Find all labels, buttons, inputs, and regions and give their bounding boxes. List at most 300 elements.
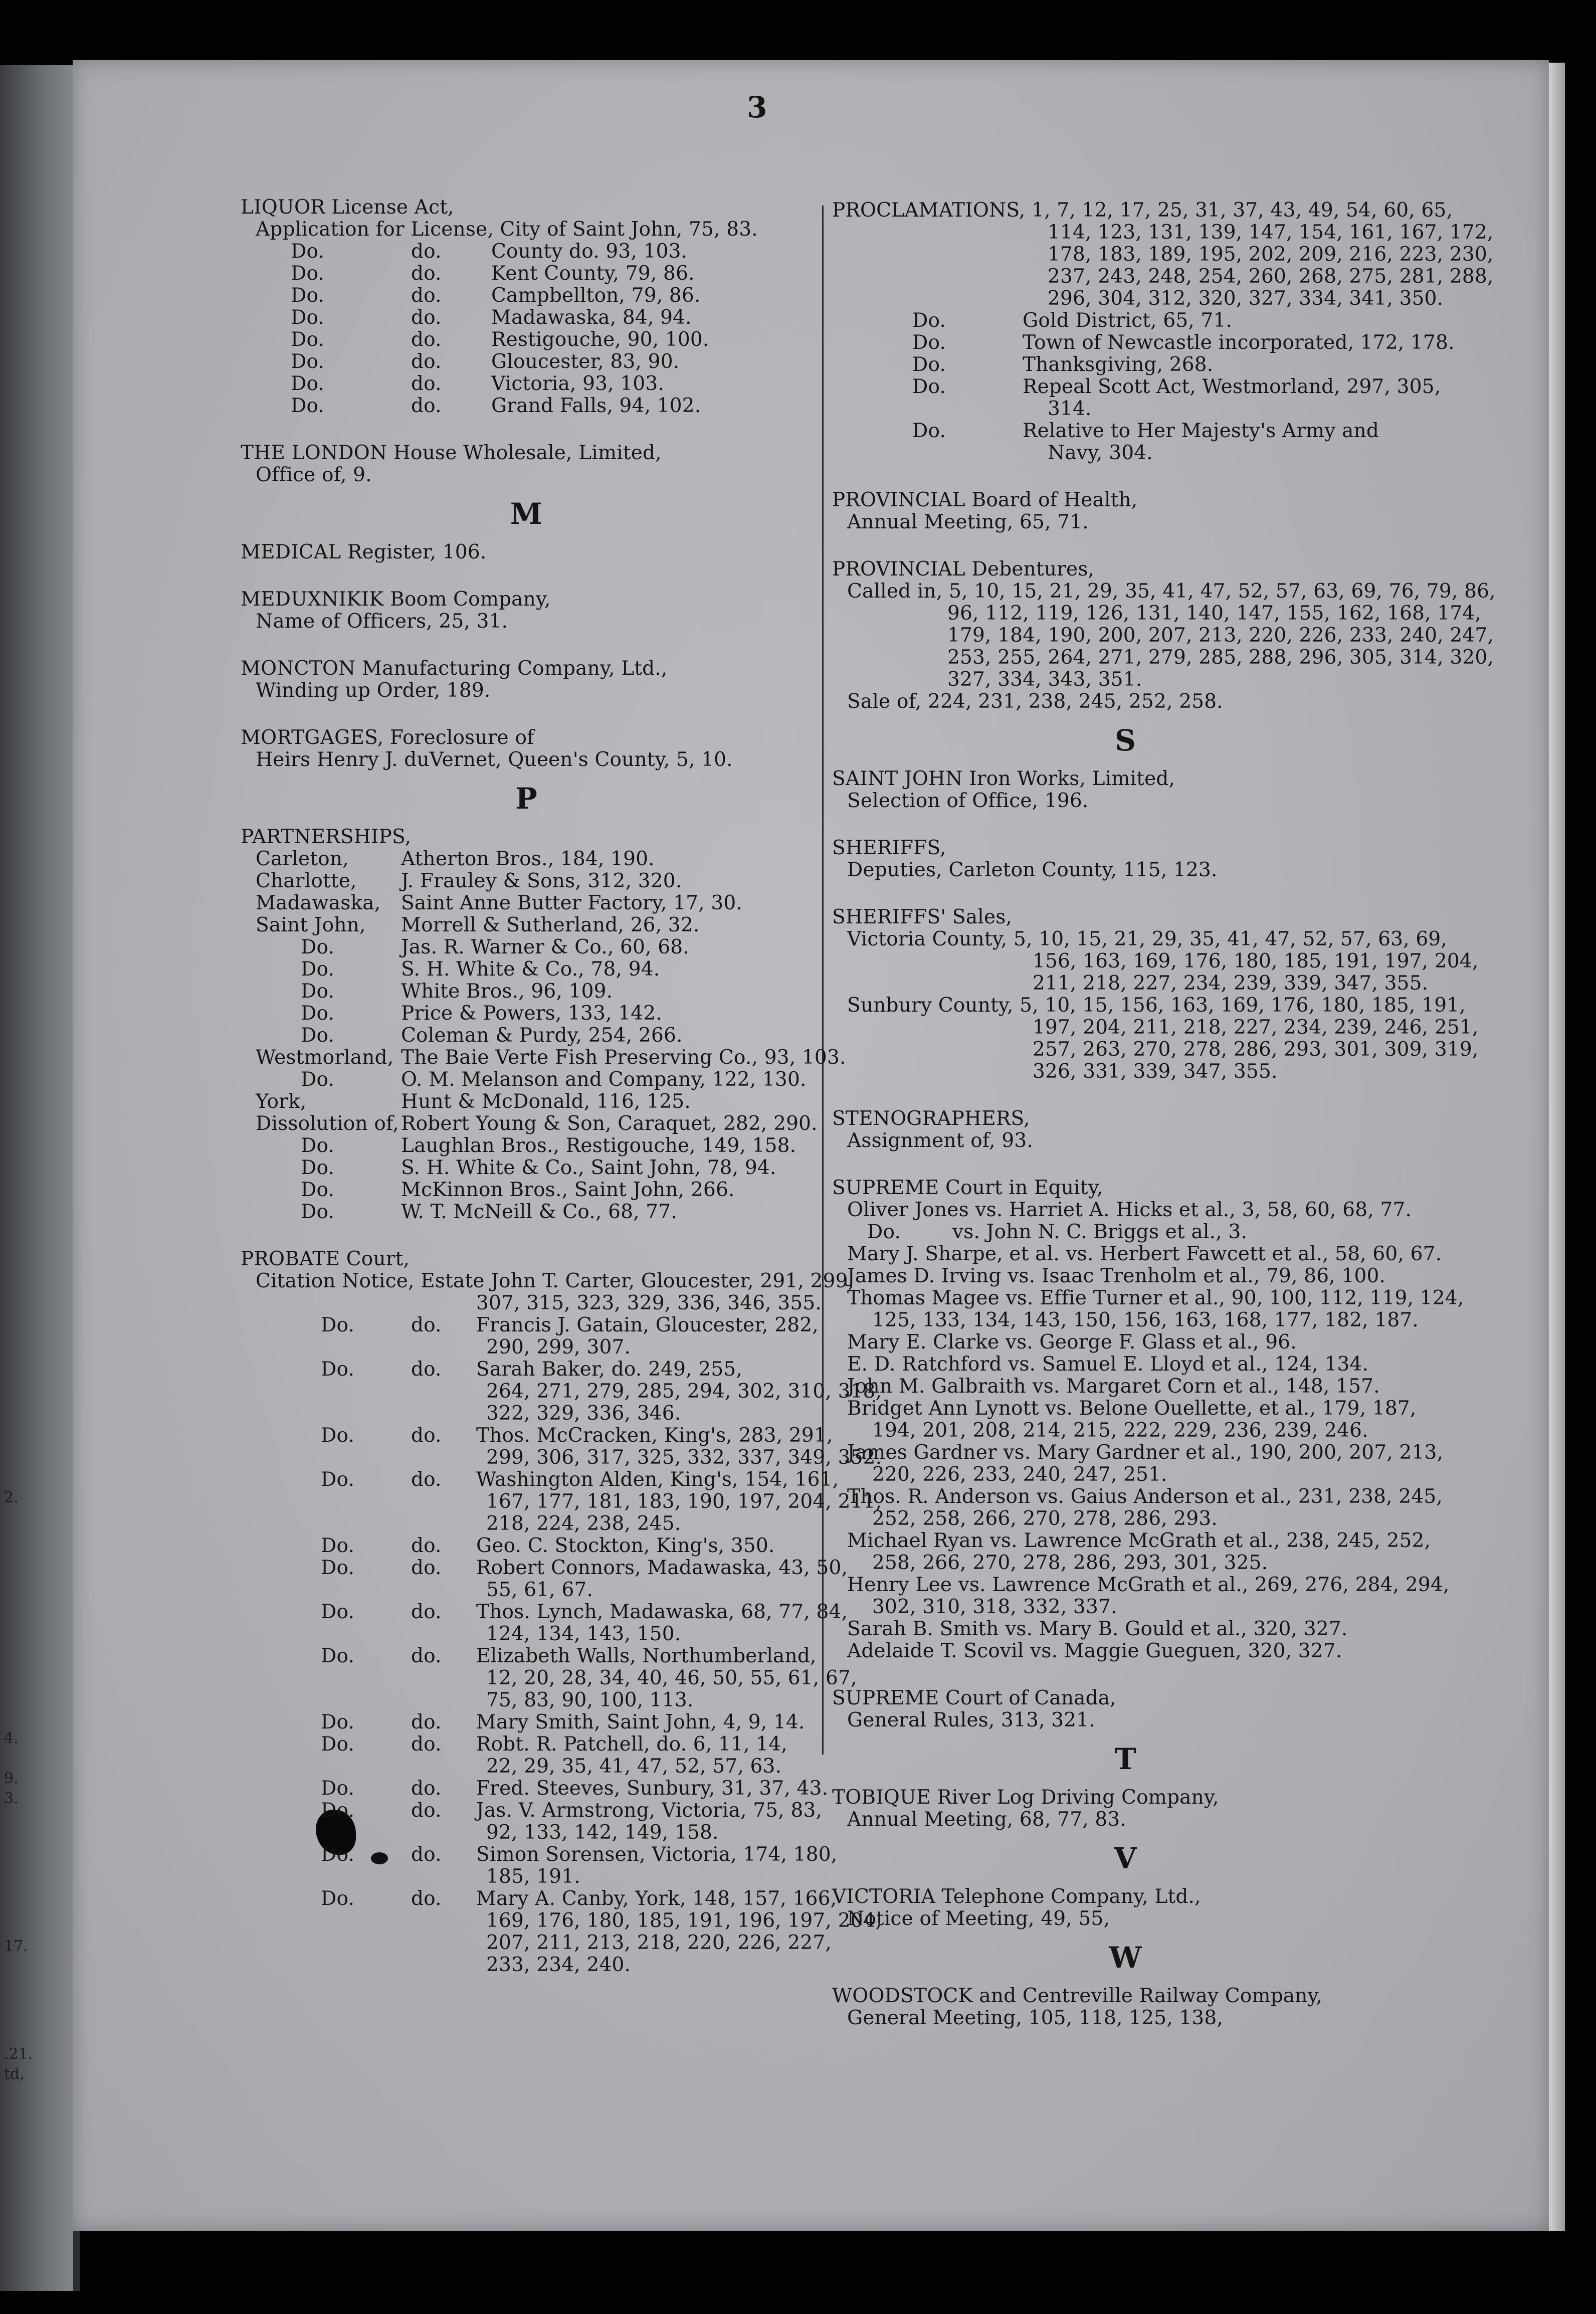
index-entry-line xyxy=(241,749,812,771)
index-entry-text: Winding up Order, 189. xyxy=(256,679,491,702)
index-entry-line xyxy=(241,1314,819,1336)
index-entry-text: 197, 204, 211, 218, 227, 234, 239, 246, 251, xyxy=(1033,1016,1479,1039)
index-entry-cell: Do. xyxy=(291,372,325,395)
index-entry-line xyxy=(241,1954,812,1976)
index-entry-cell: Do. xyxy=(321,1733,355,1756)
index-entry-text: Notice of Meeting, 49, 55, xyxy=(847,1907,1110,1930)
index-entry-line xyxy=(832,669,1419,691)
index-entry-cell: Do. xyxy=(301,1002,335,1025)
index-entry-cell: do. xyxy=(411,1711,442,1733)
index-entry-line xyxy=(241,1822,812,1844)
index-heading-entry xyxy=(832,1886,1419,1908)
entry-spacer xyxy=(241,563,812,589)
index-entry-line xyxy=(241,1932,832,1954)
index-entry-cell: Do. xyxy=(301,936,335,958)
index-entry-text: 218, 224, 238, 245. xyxy=(486,1512,681,1535)
index-entry-line xyxy=(241,1557,848,1579)
index-entry-text: 194, 201, 208, 214, 215, 222, 229, 236, 239, 246. xyxy=(872,1419,1368,1442)
entry-spacer xyxy=(832,1152,1419,1177)
index-entry-line xyxy=(832,265,1494,288)
section-letter: W xyxy=(1109,1941,1142,1975)
index-entry-line xyxy=(241,373,812,395)
index-entry-line xyxy=(832,1596,1419,1618)
index-entry-line xyxy=(241,1623,812,1645)
index-entry-line xyxy=(241,1733,812,1756)
index-entry-cell: Do. xyxy=(321,1601,355,1623)
index-entry-cell: Do. xyxy=(291,306,325,329)
index-entry-line xyxy=(832,1287,1464,1309)
index-entry-line xyxy=(241,1909,882,1932)
entry-spacer xyxy=(832,1083,1419,1108)
index-entry-cell: Mary A. Canby, York, 148, 157, 166, xyxy=(476,1887,837,1910)
index-entry-line xyxy=(241,1112,818,1135)
index-entry-line xyxy=(241,329,812,351)
index-entry-text: MONCTON Manufacturing Company, Ltd., xyxy=(241,657,668,680)
index-entry-text: Mary J. Sharpe, et al. vs. Herbert Fawcett et al., 58, 60, 67. xyxy=(847,1243,1442,1265)
index-entry-cell: vs. John N. C. Briggs et al., 3. xyxy=(952,1221,1248,1243)
index-entry-line xyxy=(832,375,1441,398)
index-entry-line xyxy=(241,936,812,958)
index-entry-text: 253, 255, 264, 271, 279, 285, 288, 296, 305, 314, 320, xyxy=(947,646,1494,669)
index-entry-line xyxy=(832,287,1444,310)
index-entry-cell: The Baie Verte Fish Preserving Co., 93, 103. xyxy=(401,1046,846,1069)
index-entry-text: THE LONDON House Wholesale, Limited, xyxy=(241,442,662,464)
index-entry-line xyxy=(241,1069,812,1091)
index-entry-cell: Thanksgiving, 268. xyxy=(1023,353,1214,376)
index-entry-text: 75, 83, 90, 100, 113. xyxy=(486,1689,694,1711)
entry-spacer xyxy=(241,633,812,658)
index-entry-line xyxy=(832,859,1419,881)
index-entry-cell: do. xyxy=(411,328,442,351)
index-entry-cell: do. xyxy=(411,1799,442,1822)
index-entry-cell: Campbellton, 79, 86. xyxy=(491,284,701,307)
index-entry-text: MEDICAL Register, 106. xyxy=(241,541,487,563)
index-entry-cell: do. xyxy=(411,1645,442,1667)
index-entry-cell: do. xyxy=(411,306,442,329)
margin-fragment: td, xyxy=(4,2065,25,2083)
index-entry-text: James Gardner vs. Mary Gardner et al., 190, 200, 207, 213, xyxy=(847,1441,1444,1464)
index-entry-line xyxy=(832,1130,1419,1152)
index-entry-cell: Do. xyxy=(291,328,325,351)
index-entry-text: PARTNERSHIPS, xyxy=(241,826,412,848)
index-entry-text: 257, 263, 270, 278, 286, 293, 301, 309, 319, xyxy=(1033,1038,1479,1061)
section-letter: S xyxy=(1114,723,1136,757)
index-heading-entry xyxy=(241,442,812,464)
index-entry-cell: Do. xyxy=(321,1777,355,1800)
index-entry-line xyxy=(241,1179,812,1201)
index-entry-text: Called in, 5, 10, 15, 21, 29, 35, 41, 47, 52, 57, 63, 69, 76, 79, 86, xyxy=(847,580,1496,603)
index-entry-text: Michael Ryan vs. Lawrence McGrath et al., 238, 245, 252, xyxy=(847,1529,1431,1552)
index-entry-line xyxy=(241,464,812,486)
index-entry-cell: do. xyxy=(411,284,442,307)
index-entry-cell: Do. xyxy=(291,350,325,373)
index-entry-cell: Do. xyxy=(291,284,325,307)
index-entry-text: Heirs Henry J. duVernet, Queen's County, 5, 10. xyxy=(256,748,733,771)
margin-fragment: 2. xyxy=(4,1489,19,1506)
index-entry-cell: Do. xyxy=(912,309,946,332)
index-entry-line xyxy=(832,1420,1419,1442)
index-entry-cell: O. M. Melanson and Company, 122, 130. xyxy=(401,1068,807,1091)
index-entry-line xyxy=(241,981,812,1003)
index-entry-text: PROBATE Court, xyxy=(241,1248,410,1270)
index-entry-text: 299, 306, 317, 325, 332, 337, 349, 352. xyxy=(486,1446,882,1469)
margin-fragment: 3. xyxy=(4,1790,19,1807)
index-entry-text: SHERIFFS, xyxy=(832,837,946,859)
index-entry-line xyxy=(241,1468,839,1491)
index-entry-text: Annual Meeting, 65, 71. xyxy=(847,511,1089,533)
index-entry-text: Henry Lee vs. Lawrence McGrath et al., 269, 276, 284, 294, xyxy=(847,1574,1450,1596)
index-entry-text: E. D. Ratchford vs. Samuel E. Lloyd et al., 124, 134. xyxy=(847,1353,1369,1376)
index-entry-text: Assignment of, 93. xyxy=(847,1129,1033,1152)
index-entry-line xyxy=(832,790,1419,812)
index-entry-text: 220, 226, 233, 240, 247, 251. xyxy=(872,1463,1167,1486)
entry-spacer xyxy=(832,881,1419,906)
index-entry-line xyxy=(241,1091,812,1113)
entry-spacer xyxy=(832,812,1419,837)
index-entry-cell: Do. xyxy=(301,1068,335,1091)
index-entry-line xyxy=(832,1199,1419,1221)
section-letter: T xyxy=(1114,1742,1136,1776)
index-entry-line xyxy=(832,950,1479,973)
index-entry-cell: do. xyxy=(411,350,442,373)
index-entry-cell: Do. xyxy=(912,420,946,442)
section-letter: V xyxy=(1114,1841,1137,1875)
index-entry-cell: Mary Smith, Saint John, 4, 9, 14. xyxy=(476,1711,805,1733)
index-entry-line xyxy=(241,1601,848,1623)
index-entry-text: Selection of Office, 196. xyxy=(847,790,1089,812)
index-entry-text: 258, 266, 270, 278, 286, 293, 301, 325. xyxy=(872,1552,1268,1574)
index-entry-line xyxy=(832,1016,1479,1039)
index-entry-line xyxy=(241,219,812,241)
index-entry-text: 167, 177, 181, 183, 190, 197, 204, 211, xyxy=(486,1490,882,1513)
index-entry-cell: do. xyxy=(411,1314,442,1336)
entry-spacer xyxy=(832,464,1419,489)
index-entry-cell: Robt. R. Patchell, do. 6, 11, 14, xyxy=(476,1733,787,1756)
index-entry-cell: Gloucester, 83, 90. xyxy=(491,350,680,373)
entry-spacer xyxy=(241,702,812,727)
index-entry-line xyxy=(241,1424,833,1447)
index-entry-line xyxy=(832,1618,1419,1640)
index-entry-text: 185, 191. xyxy=(486,1865,580,1888)
page-number: 3 xyxy=(747,90,767,124)
index-entry-cell: do. xyxy=(411,1468,442,1491)
index-entry-cell: Madawaska, 84, 94. xyxy=(491,306,692,329)
index-entry-text: Sunbury County, 5, 10, 15, 156, 163, 169, 176, 180, 185, 191, xyxy=(847,994,1466,1017)
index-entry-cell: Price & Powers, 133, 142. xyxy=(401,1002,662,1025)
index-heading-entry xyxy=(832,489,1419,511)
index-entry-line xyxy=(832,1508,1419,1530)
index-entry-text: General Meeting, 105, 118, 125, 138, xyxy=(847,2007,1224,2029)
index-entry-text: LIQUOR License Act, xyxy=(241,196,454,219)
index-entry-cell: Do. xyxy=(291,262,325,285)
index-entry-cell: do. xyxy=(411,240,442,263)
index-entry-text: MORTGAGES, Foreclosure of xyxy=(241,726,534,749)
index-entry-line xyxy=(241,1799,823,1822)
index-entry-line xyxy=(241,1025,812,1047)
index-entry-text: 207, 211, 213, 218, 220, 226, 227, xyxy=(486,1932,832,1954)
index-entry-line xyxy=(241,1403,812,1425)
index-entry-line xyxy=(241,395,812,417)
index-entry-line xyxy=(832,624,1494,647)
index-entry-text: 179, 184, 190, 200, 207, 213, 220, 226, 233, 240, 247, xyxy=(947,624,1494,647)
index-entry-line xyxy=(832,1331,1419,1354)
index-entry-line xyxy=(241,848,812,870)
index-entry-cell: Restigouche, 90, 100. xyxy=(491,328,709,351)
index-entry-cell: do. xyxy=(411,395,442,417)
index-entry-text: PROVINCIAL Board of Health, xyxy=(832,489,1138,511)
index-heading-entry xyxy=(832,1177,1419,1199)
index-entry-cell: Thos. Lynch, Madawaska, 68, 77, 84, xyxy=(476,1601,848,1623)
index-entry-line xyxy=(241,263,812,285)
index-entry-line xyxy=(832,2007,1419,2029)
index-entry-text: Office of, 9. xyxy=(256,464,372,486)
index-heading-entry xyxy=(832,768,1419,790)
index-entry-cell: Do. xyxy=(301,1179,335,1201)
index-entry-line xyxy=(832,928,1448,950)
index-entry-line xyxy=(241,1201,812,1223)
index-entry-line xyxy=(832,1640,1419,1662)
index-entry-line xyxy=(832,331,1455,354)
index-entry-line xyxy=(241,241,812,263)
index-entry-cell: Sarah Baker, do. 249, 255, xyxy=(476,1358,742,1381)
index-entry-cell: Do. xyxy=(301,1156,335,1179)
index-entry-cell: Geo. C. Stockton, King's, 350. xyxy=(476,1534,775,1557)
index-entry-cell: Robert Connors, Madawaska, 43, 50, xyxy=(476,1557,848,1579)
index-entry-cell: do. xyxy=(411,372,442,395)
index-entry-text: MEDUXNIKIK Boom Company, xyxy=(241,588,551,611)
index-entry-cell: Do. xyxy=(321,1314,355,1336)
index-entry-line xyxy=(832,1354,1419,1376)
index-entry-line xyxy=(832,1309,1419,1331)
index-entry-text: 12, 20, 28, 34, 40, 46, 50, 55, 61, 67, xyxy=(486,1667,857,1689)
entry-spacer xyxy=(241,1223,812,1248)
index-entry-cell: Do. xyxy=(867,1221,901,1243)
section-letter-heading xyxy=(241,486,812,541)
index-entry-cell: Hunt & McDonald, 116, 125. xyxy=(401,1090,691,1113)
index-entry-cell: Town of Newcastle incorporated, 172, 178. xyxy=(1023,331,1455,354)
entry-spacer xyxy=(241,417,812,442)
index-entry-cell: Do. xyxy=(321,1424,355,1447)
index-entry-line xyxy=(241,958,812,981)
index-entry-text: 296, 304, 312, 320, 327, 334, 341, 350. xyxy=(1048,287,1444,310)
index-entry-line xyxy=(832,1574,1450,1596)
index-entry-cell: Elizabeth Walls, Northumberland, xyxy=(476,1645,817,1667)
index-entry-text: PROVINCIAL Debentures, xyxy=(832,558,1095,581)
index-entry-cell: Do. xyxy=(321,1887,355,1910)
index-entry-cell: Do. xyxy=(321,1799,355,1822)
index-entry-line xyxy=(241,1513,812,1535)
index-entry-line xyxy=(832,1243,1442,1265)
index-entry-line xyxy=(832,243,1494,266)
right-index-column xyxy=(832,199,1496,2029)
index-entry-line xyxy=(241,1135,812,1157)
index-heading-entry xyxy=(832,906,1419,928)
index-entry-cell: Do. xyxy=(301,980,335,1003)
index-entry-line xyxy=(241,1490,882,1513)
index-entry-cell: Do. xyxy=(321,1468,355,1491)
index-entry-cell: Do. xyxy=(912,375,946,398)
column-divider xyxy=(822,206,824,1755)
index-entry-cell: Thos. McCracken, King's, 283, 291, xyxy=(476,1424,833,1447)
index-entry-text: 327, 334, 343, 351. xyxy=(947,668,1142,691)
index-entry-line xyxy=(241,680,812,702)
index-entry-line xyxy=(832,1809,1419,1831)
index-entry-cell: Do. xyxy=(291,240,325,263)
index-entry-text: Application for License, City of Saint John, 75, 83. xyxy=(256,218,758,241)
index-entry-line xyxy=(241,1756,812,1778)
index-entry-text: 22, 29, 35, 41, 47, 52, 57, 63. xyxy=(486,1755,782,1778)
index-entry-line xyxy=(832,646,1494,669)
index-entry-text: 233, 234, 240. xyxy=(486,1954,631,1976)
index-entry-cell: Robert Young & Son, Caraquet, 282, 290. xyxy=(401,1112,818,1135)
index-entry-text: Bridget Ann Lynott vs. Belone Ouellette, et al., 179, 187, xyxy=(847,1397,1417,1420)
index-entry-text: 237, 243, 248, 254, 260, 268, 275, 281, 288, xyxy=(1048,265,1494,288)
index-entry-text: 125, 133, 134, 143, 150, 156, 163, 168, 177, 182, 187. xyxy=(872,1309,1419,1331)
index-entry-cell: Washington Alden, King's, 154, 161, xyxy=(476,1468,839,1491)
index-entry-line xyxy=(241,1777,829,1800)
index-entry-line xyxy=(832,310,1419,332)
index-entry-line xyxy=(241,1689,812,1711)
index-entry-line xyxy=(241,1579,812,1601)
index-entry-text: Name of Officers, 25, 31. xyxy=(256,610,508,633)
index-entry-cell: Kent County, 79, 86. xyxy=(491,262,695,285)
index-entry-text: Sarah B. Smith vs. Mary B. Gould et al., 320, 327. xyxy=(847,1618,1348,1640)
index-entry-line xyxy=(832,1464,1419,1486)
index-entry-text: SUPREME Court in Equity, xyxy=(832,1177,1103,1199)
index-entry-text: 314. xyxy=(1048,398,1092,420)
index-entry-cell: do. xyxy=(411,1557,442,1579)
section-letter-heading xyxy=(241,771,812,826)
index-entry-line xyxy=(832,1441,1444,1464)
index-entry-cell: Do. xyxy=(912,353,946,376)
section-letter-heading xyxy=(832,713,1419,768)
index-entry-line xyxy=(241,1446,882,1469)
index-entry-cell: Morrell & Sutherland, 26, 32. xyxy=(401,914,700,936)
index-entry-line xyxy=(241,1292,822,1314)
index-heading-entry xyxy=(832,1787,1419,1809)
section-letter-heading xyxy=(832,1930,1419,1985)
index-entry-text: 156, 163, 169, 176, 180, 185, 191, 197, 204, xyxy=(1033,950,1479,973)
index-entry-cell: do. xyxy=(411,1424,442,1447)
index-entry-cell: Relative to Her Majesty's Army and xyxy=(1023,420,1379,442)
index-entry-text: TOBIQUE River Log Driving Company, xyxy=(832,1786,1219,1809)
index-entry-line xyxy=(832,420,1419,442)
index-entry-text: 169, 176, 180, 185, 191, 196, 197, 204, xyxy=(486,1909,882,1932)
index-entry-line xyxy=(832,1552,1419,1574)
index-entry-text: Oliver Jones vs. Harriet A. Hicks et al., 3, 58, 60, 68, 77. xyxy=(847,1199,1412,1221)
index-entry-cell: Jas. R. Warner & Co., 60, 68. xyxy=(401,936,689,958)
index-entry-cell: Gold District, 65, 71. xyxy=(1023,309,1233,332)
index-entry-line xyxy=(832,354,1419,376)
index-entry-cell: Victoria, 93, 103. xyxy=(491,372,664,395)
entry-spacer xyxy=(832,533,1419,558)
index-entry-text: 307, 315, 323, 329, 336, 346, 355. xyxy=(476,1292,822,1314)
index-entry-text: Deputies, Carleton County, 115, 123. xyxy=(847,859,1218,881)
index-entry-cell: Repeal Scott Act, Westmorland, 297, 305, xyxy=(1023,375,1441,398)
entry-spacer xyxy=(832,1662,1419,1687)
index-entry-cell: do. xyxy=(411,1601,442,1623)
index-entry-line xyxy=(832,511,1419,533)
index-entry-line xyxy=(241,1667,857,1689)
section-letter-heading xyxy=(832,1731,1419,1787)
index-entry-cell: S. H. White & Co., 78, 94. xyxy=(401,958,660,981)
index-entry-cell: Do. xyxy=(301,958,335,981)
index-entry-cell: Do. xyxy=(301,1134,335,1157)
section-letter: P xyxy=(515,782,537,816)
index-entry-line xyxy=(832,1376,1419,1398)
index-entry-text: Navy, 304. xyxy=(1048,442,1153,464)
index-entry-text: WOODSTOCK and Centreville Railway Company, xyxy=(832,1985,1323,2007)
index-entry-cell: Saint John, xyxy=(256,914,366,936)
index-entry-cell: W. T. McNeill & Co., 68, 77. xyxy=(401,1201,677,1223)
index-entry-line xyxy=(832,1908,1419,1930)
index-entry-line xyxy=(832,1061,1419,1083)
index-entry-cell: do. xyxy=(411,1887,442,1910)
index-entry-text: 114, 123, 131, 139, 147, 154, 161, 167, 172, xyxy=(1048,221,1494,244)
index-entry-text: VICTORIA Telephone Company, Ltd., xyxy=(832,1885,1201,1908)
index-entry-line xyxy=(241,1157,812,1179)
index-entry-cell: Coleman & Purdy, 254, 266. xyxy=(401,1024,683,1047)
index-entry-line xyxy=(832,1485,1443,1508)
index-entry-cell: Do. xyxy=(321,1843,355,1866)
index-entry-line xyxy=(241,1380,882,1403)
index-entry-cell: Do. xyxy=(291,395,325,417)
index-entry-cell: Fred. Steeves, Sunbury, 31, 37, 43. xyxy=(476,1777,829,1800)
index-entry-line xyxy=(832,1529,1431,1552)
index-entry-line xyxy=(241,1003,812,1025)
index-heading-entry xyxy=(832,1687,1419,1709)
index-entry-cell: do. xyxy=(411,1843,442,1866)
index-entry-cell: York, xyxy=(256,1090,307,1113)
index-entry-line xyxy=(241,1887,837,1910)
index-entry-cell: Westmorland, xyxy=(256,1046,394,1069)
index-entry-text: Mary E. Clarke vs. George F. Glass et al., 96. xyxy=(847,1331,1297,1354)
index-entry-line xyxy=(241,1866,812,1888)
index-entry-cell: Do. xyxy=(321,1711,355,1733)
index-entry-line xyxy=(241,1336,812,1359)
index-entry-cell: Madawaska, xyxy=(256,892,381,914)
index-entry-cell: Do. xyxy=(321,1557,355,1579)
index-entry-line xyxy=(832,1265,1419,1287)
index-entry-text: 302, 310, 318, 332, 337. xyxy=(872,1596,1117,1618)
index-entry-cell: Dissolution of, xyxy=(256,1112,399,1135)
index-entry-text: 326, 331, 339, 347, 355. xyxy=(1033,1060,1278,1083)
section-letter-heading xyxy=(832,1831,1419,1886)
index-entry-text: 211, 218, 227, 234, 239, 339, 347, 355. xyxy=(1033,972,1429,995)
index-entry-line xyxy=(832,994,1466,1017)
index-entry-line xyxy=(832,1709,1419,1731)
index-entry-line xyxy=(241,1046,846,1069)
index-entry-cell: Jas. V. Armstrong, Victoria, 75, 83, xyxy=(476,1799,823,1822)
index-heading-entry xyxy=(832,837,1419,859)
index-entry-text: 178, 183, 189, 195, 202, 209, 216, 223, 230, xyxy=(1048,243,1494,266)
index-entry-text: Thos. R. Anderson vs. Gaius Anderson et al., 231, 238, 245, xyxy=(847,1485,1443,1508)
index-entry-cell: Charlotte, xyxy=(256,870,357,892)
index-entry-text: Victoria County, 5, 10, 15, 21, 29, 35, 41, 47, 52, 57, 63, 69, xyxy=(847,928,1448,950)
index-entry-text: Annual Meeting, 68, 77, 83. xyxy=(847,1808,1127,1831)
index-entry-text: 252, 258, 266, 270, 278, 286, 293. xyxy=(872,1507,1218,1530)
index-entry-cell: S. H. White & Co., Saint John, 78, 94. xyxy=(401,1156,776,1179)
index-entry-text: 96, 112, 119, 126, 131, 140, 147, 155, 162, 168, 174, xyxy=(947,602,1481,625)
index-entry-line xyxy=(241,1645,817,1667)
index-entry-line xyxy=(832,691,1419,713)
index-entry-cell: County do. 93, 103. xyxy=(491,240,688,263)
index-entry-line xyxy=(241,870,812,892)
index-entry-text: 264, 271, 279, 285, 294, 302, 310, 318, xyxy=(486,1380,882,1403)
index-heading-entry xyxy=(241,658,812,680)
index-entry-line xyxy=(832,1221,1419,1243)
index-entry-text: 55, 61, 67. xyxy=(486,1579,593,1601)
